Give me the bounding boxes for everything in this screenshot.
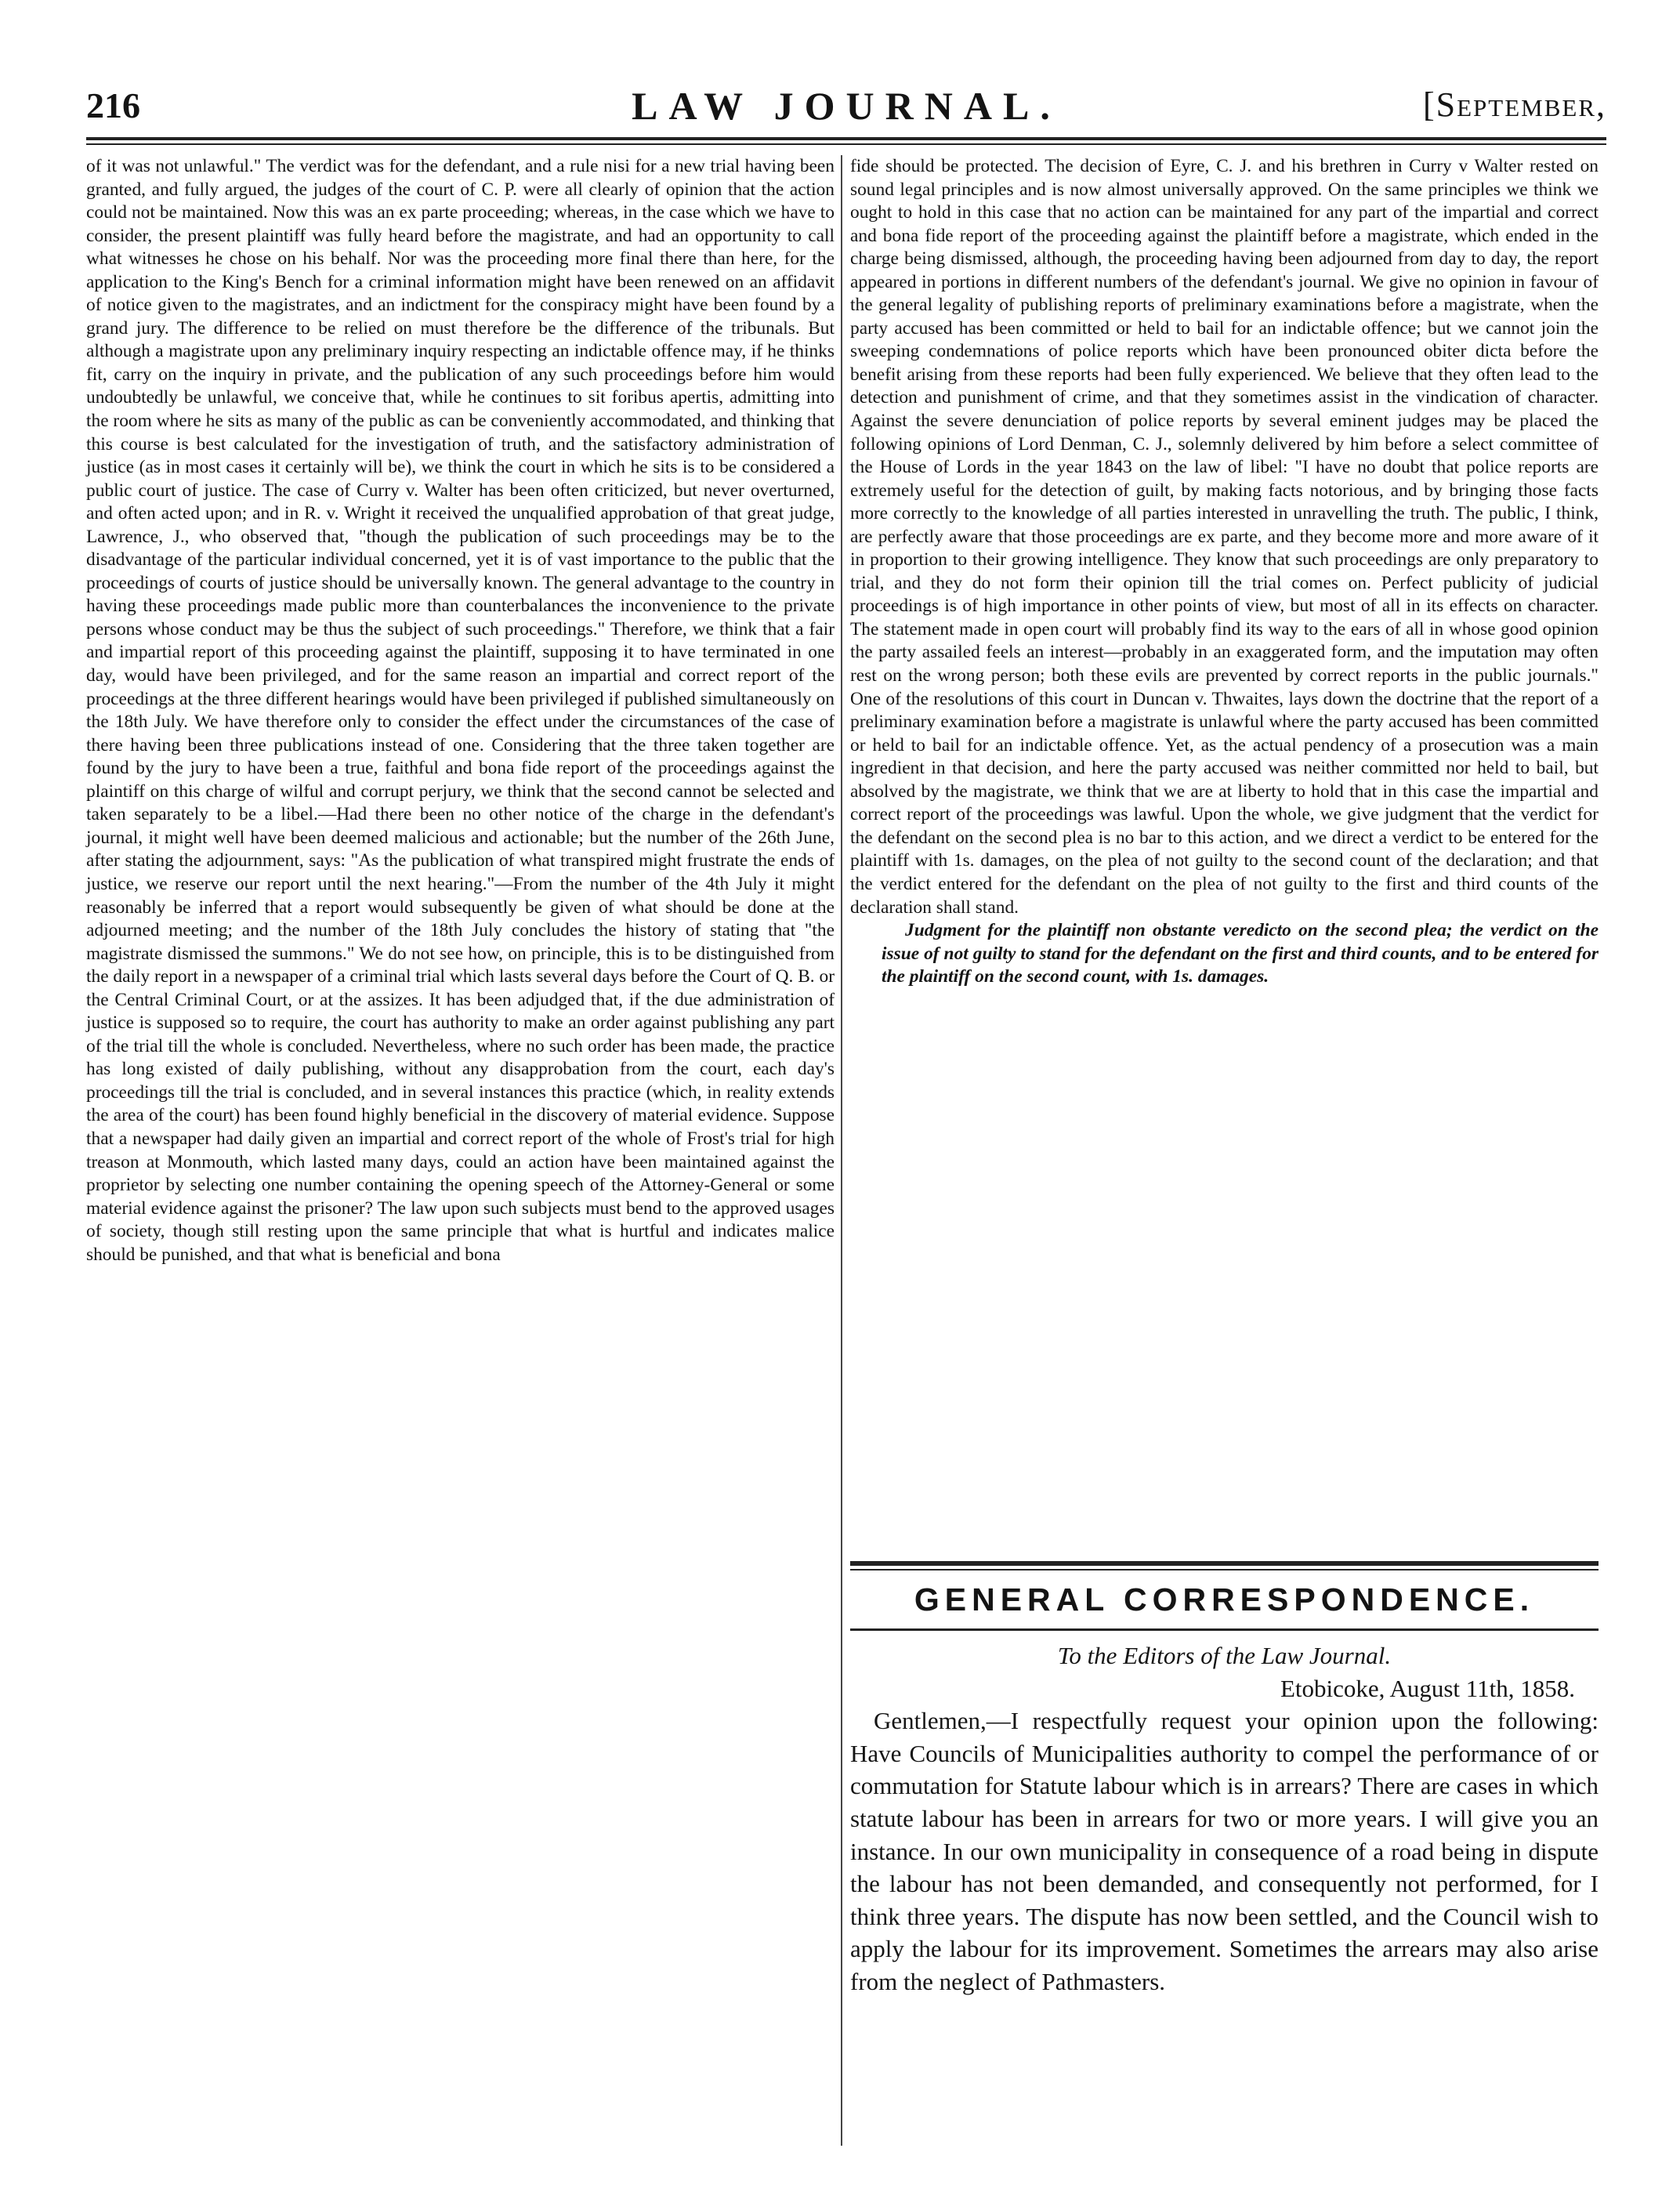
section-title: GENERAL CORRESPONDENCE.	[914, 1581, 1535, 1618]
header-rule-thin	[86, 143, 1606, 145]
column-divider	[841, 155, 842, 2146]
letter-place-date: Etobicoke, August 11th, 1858.	[1280, 1674, 1575, 1702]
left-column-text: of it was not unlawful." The verdict was for the defendant, and a rule nisi for a new trial having been granted, and fully argued, the judges of the court of C. P. were all clearly of opinion that the action could not be maintained. Now this was an ex parte proceeding; whereas, in the case which we have to consider, the present plaintiff was fully heard before the magistrate, and had an opportunity to call what witnesses he chose on his behalf. Nor was the proceeding more final there than here, for the application to the King's Bench for a criminal information might have been renewed on an affidavit of notice given to the magistrates, and an indictment for the conspiracy might have been found by a grand jury. The difference to be relied on must therefore be the difference of the tribunals. But although a magistrate upon any preliminary inquiry respecting an indictable offence may, if he thinks fit, carry on the inquiry in private, and the publication of any such proceedings before him would undoubtedly be unlawful, we conceive that, while he continues to sit foribus apertis, admitting into the room where he sits as many of the public as can be conveniently accommodated, and thinking that this course is best calculated for the investigation of truth, and the satisfactory administration of justice (as in most cases it certainly will be), we think the court in which he sits is to be considered a public court of justice. The case of Curry v. Walter has been often criticized, but never overturned, and often acted upon; and in R. v. Wright it received the unqualified approbation of that great judge, Lawrence, J., who observed that, "though the publication of such proceedings may be to the disadvantage of the particular individual concerned, yet it is of vast importance to the public that the proceedings of courts of justice should be universally known. The general advantage to the country in having these proceedings made public more than counterbalances the inconvenience to the private persons whose conduct may be thus the subject of such proceedings." Therefore, we think that a fair and impartial report of this proceeding against the plaintiff, supposing it to have terminated in one day, would have been privileged, and for the same reason an impartial and correct report of the proceedings at the three different hearings would have been privileged if published simultaneously on the 18th July. We have therefore only to consider the effect under the circumstances of the case of there having been three publications instead of one. Considering that the three taken together are found by the jury to have been a true, faithful and bona fide report of the proceedings against the plaintiff on this charge of wilful and corrupt perjury, we think that the second cannot be selected and taken separately to be a libel.—Had there been no other notice of the charge in the defendant's journal, it might well have been deemed malicious and actionable; but the number of the 26th June, after stating the adjournment, says: "As the publication of what transpired might frustrate the ends of justice, we reserve our report until the next hearing."—From the number of the 4th July it might reasonably be inferred that a report would subsequently be given of what should be done at the adjourned meeting; and the number of the 18th July concludes the history of stating that "the magistrate dismissed the summons." We do not see how, on principle, this is to be distinguished from the daily report in a newspaper of a criminal trial which lasts several days before the Court of Q. B. or the Central Criminal Court, or at the assizes. It has been adjudged that, if the due administration of justice is supposed so to require, the court has authority to make an order against publishing any part of the trial till the whole is concluded. Nevertheless, where no such order has been made, the practice has long existed of daily publishing, without any disapprobation from the court, each day's proceedings till the trial is concluded, and in several instances this practice (which, in reality extends the area of the court) has been found highly beneficial in the discovery of material evidence. Suppose that a newspaper had daily given an impartial and correct report of the whole of Frost's trial for high treason at Monmouth, which lasted many days, could an action have been maintained against the proprietor by selecting one number containing the opening speech of the Attorney-General or some material evidence against the prisoner? The law upon such subjects must bend to the approved usages of society, though still resting upon the same principle that what is hurtful and indicates malice should be punished, and that what is beneficial and bona	[86, 156, 835, 1265]
section-rule-thick	[850, 1561, 1599, 1566]
right-column	[850, 155, 1599, 989]
header-month: [September,	[1422, 85, 1606, 124]
page-number: 216	[86, 85, 140, 125]
journal-title: LAW JOURNAL.	[632, 84, 1061, 128]
page-header	[86, 78, 1606, 141]
correspondence-letter	[850, 1639, 1599, 1998]
header-rule	[86, 137, 1606, 140]
section-rule-thin	[850, 1569, 1599, 1570]
left-column	[86, 155, 835, 1266]
letter-body: Gentlemen,—I respectfully request your opinion upon the following: Have Councils of Municipalities authority to compel the performance of or commutation for Statute labour which is in arrears? There are cases in which statute labour has been in arrears for two or more years. I will give you an instance. In our own municipality in consequence of a road being in dispute the labour has not been demanded, and consequently not performed, for I think three years. The dispute has now been settled, and the Council wish to apply the labour for its improvement. Sometimes the arrears may also arise from the neglect of Pathmasters.	[850, 1707, 1599, 1995]
judgment-note: Judgment for the plaintiff non obstante veredicto on the second plea; the verdict on the issue of not guilty to stand for the defendant on the first and third counts, and to be entered for the plaintiff on the second count, with 1s. damages.	[882, 920, 1599, 987]
section-title-rule	[850, 1628, 1599, 1631]
right-column-text: fide should be protected. The decision of Eyre, C. J. and his brethren in Curry v Walter rested on sound legal principles and is now almost universally approved. On the same principles we think we ought to hold in this case that no action can be maintained for any part of the impartial and correct and bona fide report of the proceeding against the plaintiff before a magistrate, which ended in the charge being dismissed, although, the proceeding having been adjourned from day to day, the report appeared in portions in different numbers of the defendant's journal. We give no opinion in favour of the general legality of publishing reports of preliminary examinations before a magistrate, when the party accused has been committed or held to bail for an indictable offence; but we cannot join the sweeping condemnations of police reports which have been pronounced obiter dicta before the benefit arising from these reports had been fully experienced. We believe that they often lead to the detection and punishment of crime, and that they sometimes assist in the vindication of character. Against the severe denunciation of police reports by several eminent judges may be placed the following opinions of Lord Denman, C. J., solemnly delivered by him before a select committee of the House of Lords in the year 1843 on the law of libel: "I have no doubt that police reports are extremely useful for the detection of guilt, by making facts notorious, and by bringing those facts more correctly to the knowledge of all parties interested in unravelling the truth. The public, I think, are perfectly aware that those proceedings are ex parte, and they become more and more aware of it in proportion to their growing intelligence. They know that such proceedings are only preparatory to trial, and they do not form their opinion till the trial comes on. Perfect publicity of judicial proceedings is of high importance in other points of view, but most of all in its effects on character. The statement made in open court will probably find its way to the ears of all in whose good opinion the party assailed feels an interest—probably in an exaggerated form, and the imputation may often rest on the wrong person; both these evils are prevented by correct reports in the public journals." One of the resolutions of this court in Duncan v. Thwaites, lays down the doctrine that the report of a preliminary examination before a magistrate is unlawful where the party accused has been committed or held to bail for an indictable offence. Yet, as the actual pendency of a prosecution was a main ingredient in that decision, and here the party accused was neither committed nor held to bail, but absolved by the magistrate, we think that we are at liberty to hold that in this case the impartial and correct report of the proceedings was lawful. Upon the whole, we give judgment that the verdict for the defendant on the second plea is no bar to this action, and we direct a verdict to be entered for the plaintiff with 1s. damages, on the plea of not guilty to the second count of the declaration; and that the verdict entered for the defendant on the plea of not guilty to the first and third counts of the declaration shall stand.	[850, 156, 1599, 918]
letter-salutation: To the Editors of the Law Journal.	[1057, 1642, 1392, 1669]
